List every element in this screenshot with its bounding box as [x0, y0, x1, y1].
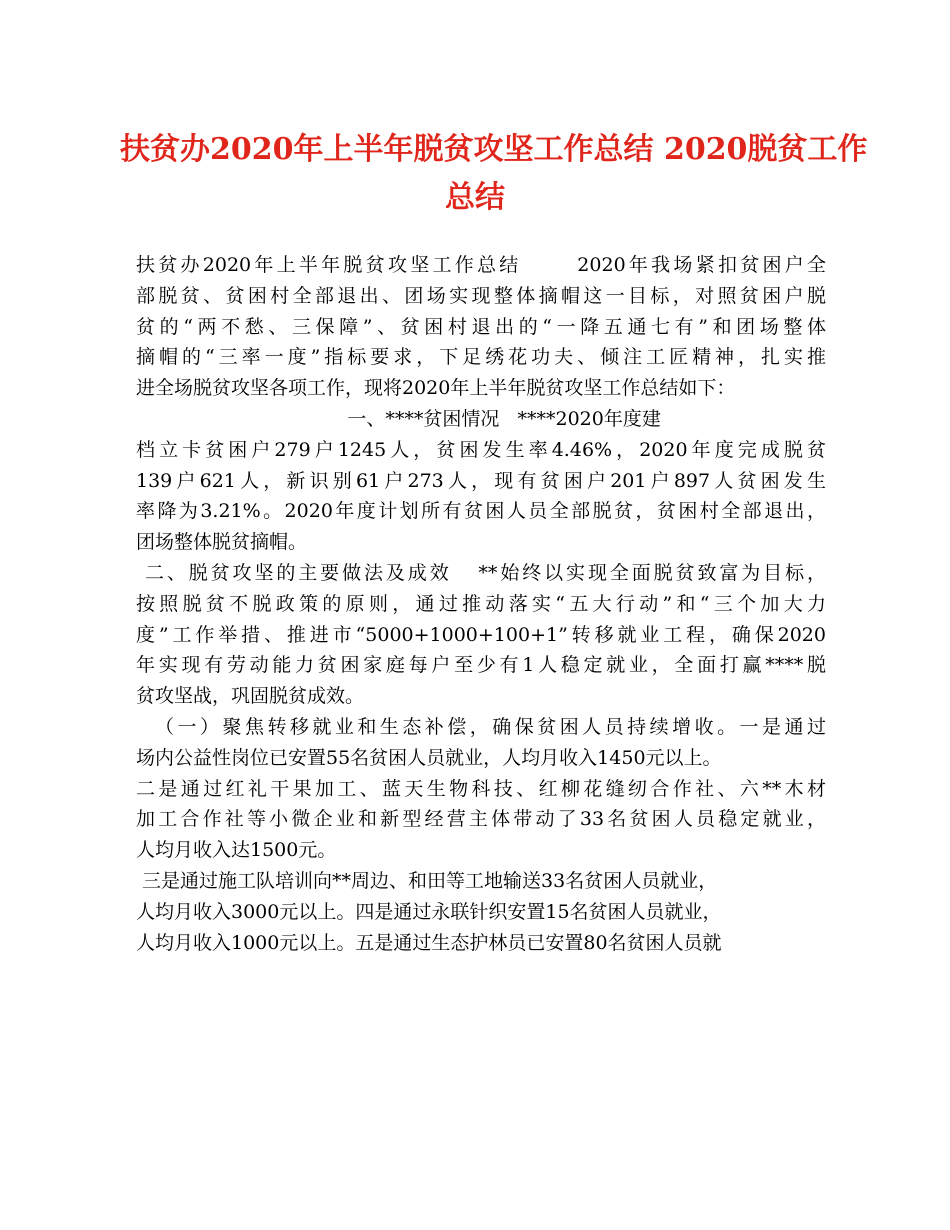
body-line: 139户621人，新识别61户273人，现有贫困户201户897人贫困发生	[136, 469, 826, 492]
body-line: 二、脱贫攻坚的主要做法及成效 **始终以实现全面脱贫致富为目标，	[136, 561, 826, 584]
title-line: 总结	[445, 180, 505, 215]
document-body	[136, 250, 826, 958]
body-line: 一、****贫困情况 ****2020年度建	[136, 407, 661, 430]
body-line: 团场整体脱贫摘帽。	[136, 531, 308, 554]
title-line: 扶贫办2020年上半年脱贫攻坚工作总结 2020脱贫工作	[120, 132, 868, 167]
body-line: 度”工作举措、推进市“5000+1000+100+1”转移就业工程，确保2020	[136, 623, 826, 646]
body-line: 二是通过红礼干果加工、蓝天生物科技、红柳花缝纫合作社、六**木材	[136, 777, 826, 800]
body-line: 摘帽的“三率一度”指标要求，下足绣花功夫、倾注工匠精神，扎实推	[136, 346, 826, 369]
body-line: （一）聚焦转移就业和生态补偿，确保贫困人员持续增收。一是通过	[136, 715, 826, 738]
body-line: 按照脱贫不脱政策的原则，通过推动落实“五大行动”和“三个加大力	[136, 592, 826, 615]
body-line: 率降为3.21%。2020年度计划所有贫困人员全部脱贫，贫困村全部退出，	[136, 500, 826, 523]
body-line: 场内公益性岗位已安置55名贫困人员就业，人均月收入1450元以上。	[136, 746, 722, 769]
body-line: 贫的“两不愁、三保障”、贫困村退出的“一降五通七有”和团场整体	[136, 315, 826, 338]
body-line: 人均月收入3000元以上。四是通过永联针织安置15名贫困人员就业，	[136, 900, 722, 923]
body-line: 档立卡贫困户279户1245人，贫困发生率4.46%，2020年度完成脱贫	[136, 438, 826, 461]
body-line: 部脱贫、贫困村全部退出、团场实现整体摘帽这一目标，对照贫困户脱	[136, 284, 826, 307]
body-line: 年实现有劳动能力贫困家庭每户至少有1人稳定就业，全面打赢****脱	[136, 654, 826, 677]
body-line: 贫攻坚战，巩固脱贫成效。	[136, 685, 365, 708]
body-line: 三是通过施工队培训向**周边、和田等工地输送33名贫困人员就业，	[136, 869, 718, 892]
body-line: 人均月收入达1500元。	[136, 839, 337, 862]
body-line: 人均月收入1000元以上。五是通过生态护林员已安置80名贫困人员就	[136, 931, 722, 954]
body-line: 进全场脱贫攻坚各项工作，现将2020年上半年脱贫攻坚工作总结如下：	[136, 377, 736, 400]
document-title	[120, 126, 868, 222]
body-line: 加工合作社等小微企业和新型经营主体带动了33名贫困人员稳定就业，	[136, 808, 826, 831]
body-line: 扶贫办2020年上半年脱贫攻坚工作总结 2020年我场紧扣贫困户全	[136, 254, 826, 276]
